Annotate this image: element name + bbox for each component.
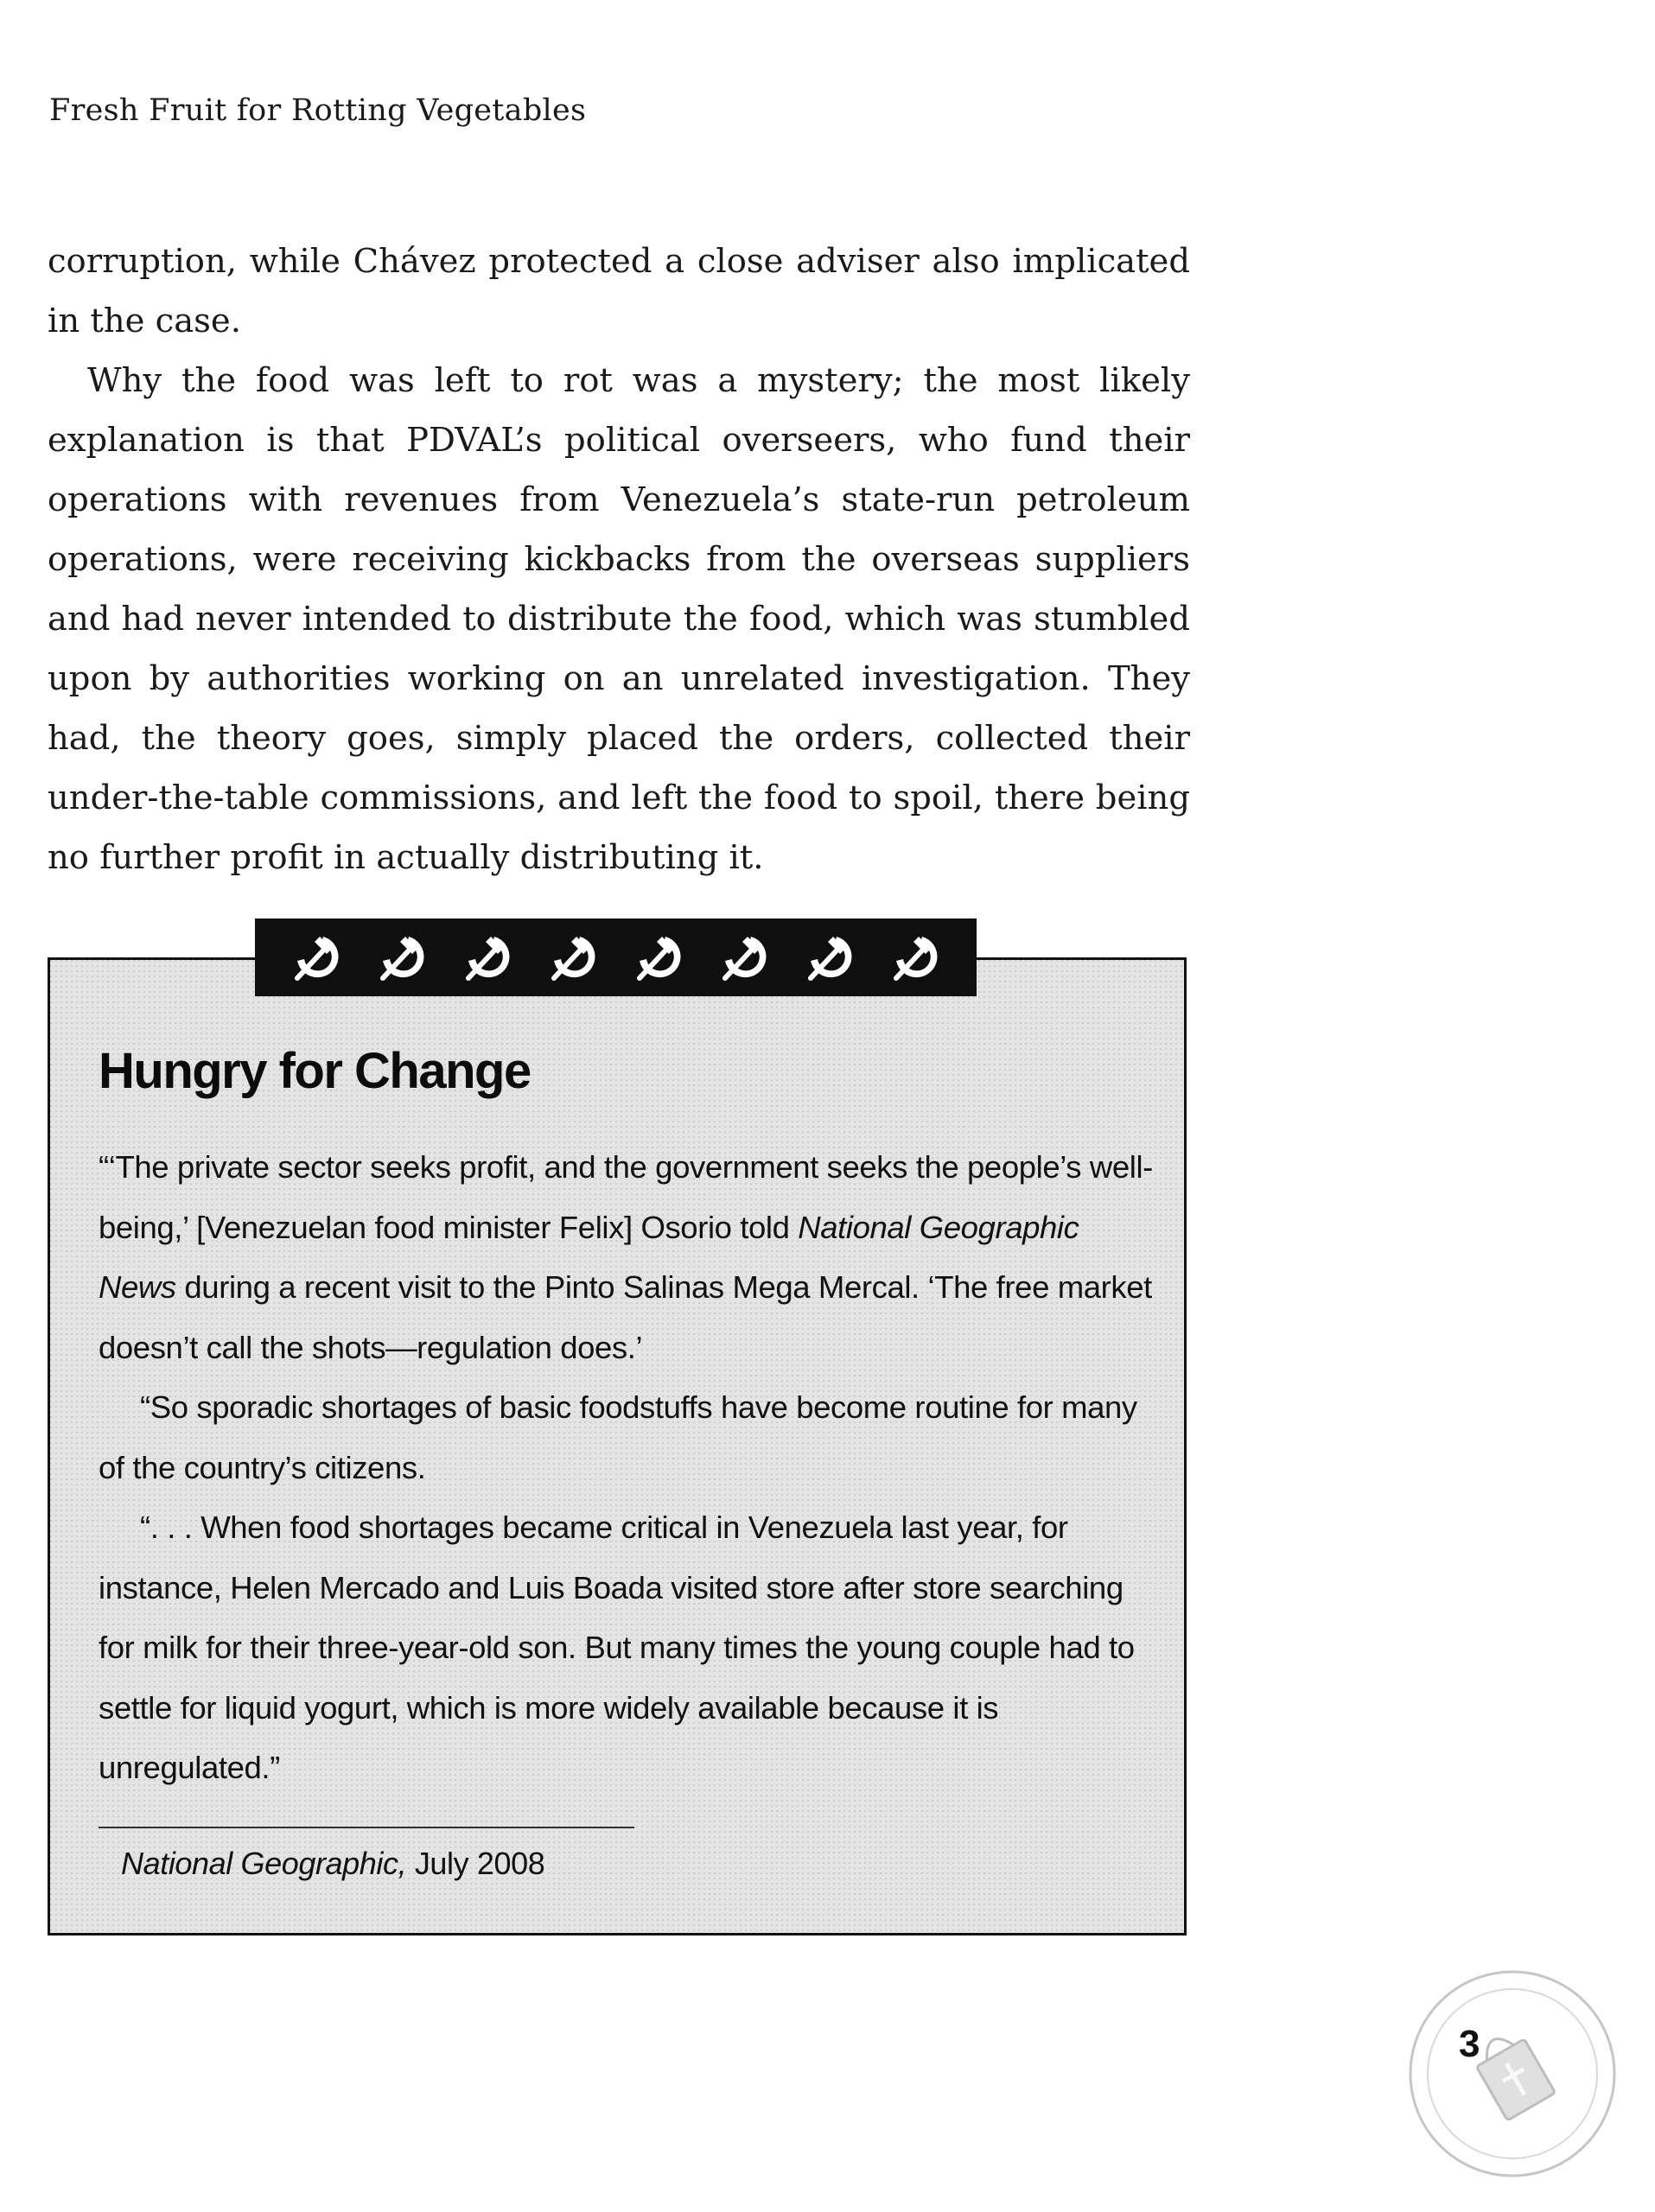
sidebar-box-hungry-for-change — [48, 957, 1187, 1936]
quote-paragraph: “So sporadic shortages of basic foodstuffs have become routine for many of the country’s citizens. — [99, 1389, 1137, 1485]
hammer-and-sickle-icon — [374, 930, 430, 985]
quote-source — [121, 1846, 544, 1882]
hammer-and-sickle-icon — [289, 930, 344, 985]
hammer-and-sickle-icon — [802, 930, 857, 985]
sidebar-title: Hungry for Change — [99, 1043, 531, 1099]
hammer-and-sickle-icon — [888, 930, 943, 985]
watermark-seal — [1391, 1953, 1633, 2195]
hammer-and-sickle-icon — [460, 930, 515, 985]
gift-bag-icon — [1469, 2026, 1556, 2120]
hammer-and-sickle-icon — [716, 930, 772, 985]
source-divider — [99, 1827, 634, 1828]
emblem-banner — [255, 918, 977, 996]
quote-text: during a recent visit to the Pinto Salinas Mega Mercal. ‘The free market doesn’t call the shots—regulation does.’ — [99, 1269, 1152, 1365]
hammer-and-sickle-icon — [545, 930, 601, 985]
running-head: Fresh Fruit for Rotting Vegetables — [49, 93, 587, 128]
paragraph: Why the food was left to rot was a mystery; the most likely explanation is that PDVAL’s political overseers, who fund their operations with revenues from Venezuela’s state-run petroleum operations, were receiving kickbacks from the overseas suppliers and had never intended to distribute the food, which was stumbled upon by authorities working on an unrelated investigation. They had, the theory goes, simply placed the orders, collected their under-the-table commissions, and left the food to spoil, there being no further profit in actually distributing it. — [48, 361, 1190, 877]
publication-name: National Geographic News — [99, 1209, 1079, 1305]
page-number: 3 — [1459, 2023, 1480, 2065]
paragraph: corruption, while Chávez protected a close adviser also implicated in the case. — [48, 242, 1190, 340]
source-publication: National Geographic, — [121, 1846, 407, 1881]
source-date: July 2008 — [406, 1846, 545, 1881]
quote-paragraph — [99, 1137, 1162, 1377]
quote-paragraph: “. . . When food shortages became critical in Venezuela last year, for instance, Helen Mercado and Luis Boada visited store after store searching for milk for their three-year-old son. But many times the young couple had to settle for liquid yogurt, which is more widely available because it is unregulated.” — [99, 1510, 1135, 1785]
sidebar-quote — [99, 1137, 1162, 1798]
quote-text: “‘The private sector seeks profit, and the government seeks the people’s well-being,’ [Venezuelan food minister Felix] Osorio told — [99, 1149, 1153, 1245]
hammer-and-sickle-icon — [631, 930, 686, 985]
body-text — [48, 232, 1190, 887]
